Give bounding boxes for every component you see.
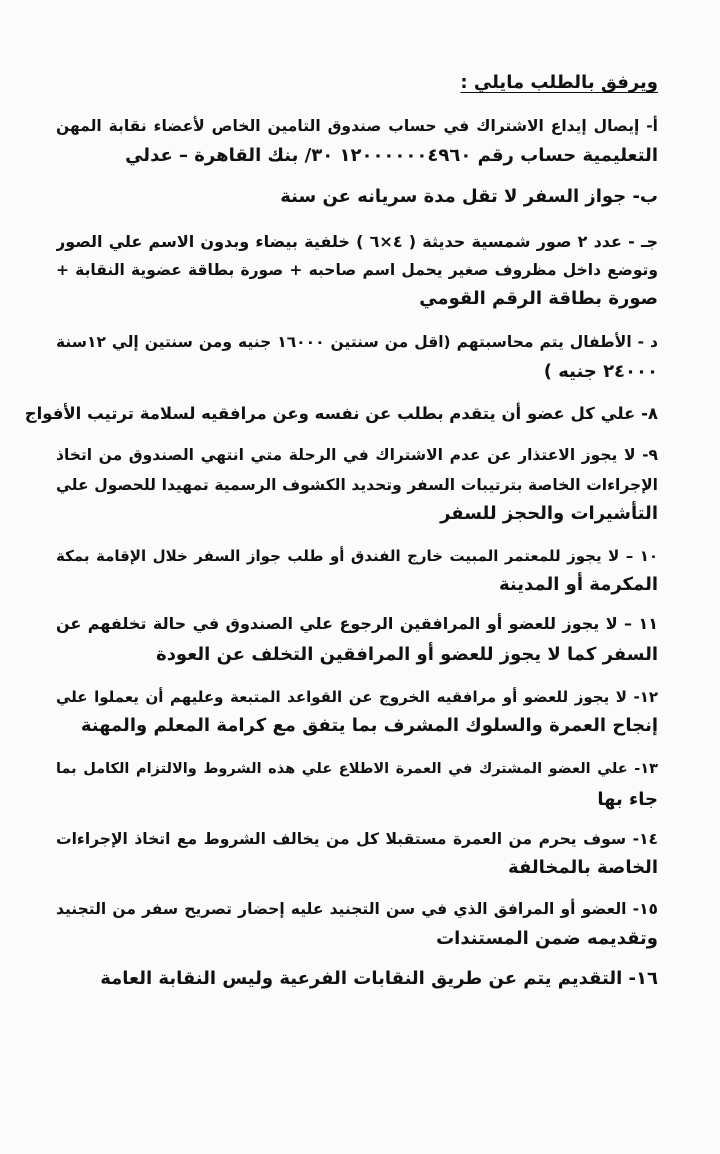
paragraph-line: ١٣- علي العضو المشترك في العمرة الاطلاع علي هذه الشروط والالتزام الكامل بما — [56, 761, 658, 777]
paragraph-line: الإجراءات الخاصة بترتيبات السفر وتحديد الكشوف الرسمية تمهيدا للحصول علي — [56, 476, 658, 494]
paragraph-line: ٨- علي كل عضو أن يتقدم بطلب عن نفسه وعن مرافقيه لسلامة ترتيب الأفواج — [24, 404, 658, 423]
paragraph-line: ٢٤٠٠٠ جنيه ) — [543, 361, 658, 382]
paragraph-line: التعليمية حساب رقم ١٢٠٠٠٠٠٠٤٩٦٠ ٣٠/ بنك القاهرة – عدلي — [125, 145, 658, 166]
paragraph-line: إنجاح العمرة والسلوك المشرف بما يتفق مع كرامة المعلم والمهنة — [80, 715, 658, 736]
paragraph-line: المكرمة أو المدينة — [498, 574, 658, 595]
paragraph-line: ٩- لا يجوز الاعتذار عن عدم الاشتراك في الرحلة متي انتهي الصندوق من اتخاذ — [56, 446, 658, 464]
paragraph-line: التأشيرات والحجز للسفر — [440, 503, 658, 524]
paragraph-line: أ- إيصال إيداع الاشتراك في حساب صندوق التامين الخاص لأعضاء نقابة المهن — [56, 117, 658, 135]
paragraph-line: وتوضع داخل مظروف صغير يحمل اسم صاحبه + صورة بطاقة عضوية النقابة + — [56, 261, 658, 279]
paragraph-line: ب- جواز السفر لا تقل مدة سريانه عن سنة — [280, 186, 658, 207]
paragraph-line: السفر كما لا يجوز للعضو أو المرافقين التخلف عن العودة — [156, 644, 658, 665]
paragraph-line: صورة بطاقة الرقم القومي — [419, 288, 658, 309]
paragraph-line: جـ - عدد ٢ صور شمسية حديثة ( ٤×٦ ) خلفية بيضاء وبدون الاسم علي الصور — [56, 232, 658, 251]
paragraph-line: د - الأطفال يتم محاسبتهم (اقل من سنتين ١٦٠٠٠ جنيه ومن سنتين إلي ١٢سنة — [56, 333, 658, 351]
paragraph-line: ١١ – لا يجوز للعضو أو المرافقين الرجوع علي الصندوق في حالة تخلفهم عن — [56, 614, 658, 633]
paragraph-line: الخاصة بالمخالفة — [508, 857, 658, 878]
attachments-heading: ويرفق بالطلب مايلي : — [460, 72, 658, 93]
paragraph-line: ١٥- العضو أو المرافق الذي في سن التجنيد عليه إحضار تصريح سفر من التجنيد — [56, 900, 658, 918]
paragraph-line: وتقديمه ضمن المستندات — [436, 928, 658, 949]
paragraph-line: جاء بها — [597, 789, 658, 810]
paragraph-line: ١٤- سوف يحرم من العمرة مستقبلا كل من يخالف الشروط مع اتخاذ الإجراءات — [56, 830, 658, 848]
paragraph-line: ١٢- لا يجوز للعضو أو مرافقيه الخروج عن القواعد المتبعة وعليهم أن يعملوا علي — [56, 688, 658, 706]
paragraph-line: ١٦- التقديم يتم عن طريق النقابات الفرعية وليس النقابة العامة — [100, 968, 658, 989]
paragraph-line: ١٠ – لا يجوز للمعتمر المبيت خارج الفندق أو طلب جواز السفر خلال الإقامة بمكة — [56, 547, 658, 565]
